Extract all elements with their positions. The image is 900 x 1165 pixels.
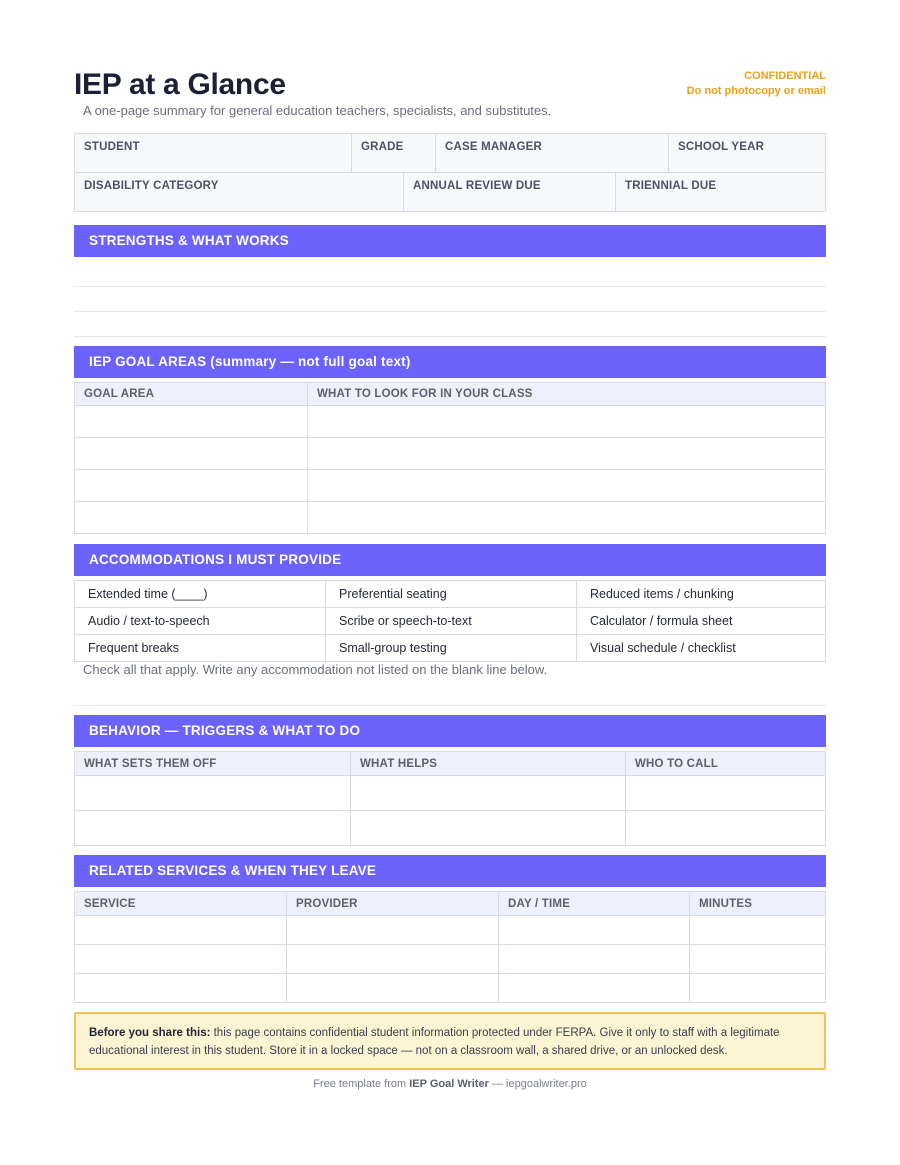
table-header-row (75, 892, 826, 916)
student-field[interactable]: STUDENT (84, 141, 140, 153)
service-header: SERVICE (75, 892, 287, 916)
services-heading: RELATED SERVICES & WHEN THEY LEAVE (74, 855, 826, 887)
accommodations-note: Check all that apply. Write any accommodation not listed on the blank line below. (83, 662, 548, 677)
look-for-header: WHAT TO LOOK FOR IN YOUR CLASS (308, 383, 826, 406)
table-cell[interactable] (75, 945, 287, 974)
goals-heading: IEP GOAL AREAS (summary — not full goal text) (74, 346, 826, 378)
table-cell[interactable] (499, 945, 690, 974)
accommodations-table (74, 580, 826, 662)
triennial-field[interactable]: TRIENNIAL DUE (615, 173, 825, 211)
case-manager-field[interactable]: CASE MANAGER (435, 134, 668, 172)
footer-brand: IEP Goal Writer (409, 1078, 489, 1090)
strengths-write-line[interactable] (74, 311, 826, 312)
confidential-note: Do not photocopy or email (686, 85, 826, 97)
goals-table (74, 382, 826, 534)
table-cell[interactable] (499, 916, 690, 945)
table-cell[interactable] (75, 406, 308, 438)
table-cell[interactable] (308, 502, 826, 534)
accommodation-item[interactable]: Calculator / formula sheet (577, 608, 826, 635)
student-info-row (75, 172, 825, 211)
table-cell[interactable] (690, 974, 826, 1003)
table-cell[interactable] (626, 776, 826, 811)
accommodation-item[interactable]: Visual schedule / checklist (577, 635, 826, 662)
accommodation-item[interactable]: Preferential seating (326, 581, 577, 608)
table-row (75, 608, 826, 635)
table-cell[interactable] (75, 776, 351, 811)
table-cell[interactable] (690, 916, 826, 945)
table-cell[interactable] (75, 974, 287, 1003)
behavior-table (74, 751, 826, 846)
behavior-heading: BEHAVIOR — TRIGGERS & WHAT TO DO (74, 715, 826, 747)
accommodation-item[interactable]: Frequent breaks (75, 635, 326, 662)
footer-prefix: Free template from (313, 1078, 410, 1090)
callout-bold: Before you share this: (89, 1027, 211, 1039)
footer-suffix: — iepgoalwriter.pro (488, 1078, 587, 1090)
table-row (75, 635, 826, 662)
accommodation-item[interactable]: Scribe or speech-to-text (326, 608, 577, 635)
callout-text: this page contains confidential student information protected under FERPA. Give it only to staff with a legitimate educational interest in this student. Store it in a locked space — not on a classroom wall, a shared drive, or an unlocked desk. (89, 1027, 780, 1057)
accommodations-heading: ACCOMMODATIONS I MUST PROVIDE (74, 544, 826, 576)
annual-review-field[interactable]: ANNUAL REVIEW DUE (403, 173, 615, 211)
table-row (75, 581, 826, 608)
strengths-write-line[interactable] (74, 336, 826, 337)
confidential-label: CONFIDENTIAL (744, 70, 826, 82)
table-row (75, 945, 826, 974)
footer (74, 1078, 826, 1090)
page-subtitle: A one-page summary for general education teachers, specialists, and substitutes. (83, 103, 552, 118)
minutes-header: MINUTES (690, 892, 826, 916)
table-row (75, 811, 826, 846)
table-cell[interactable] (499, 974, 690, 1003)
triggers-header: WHAT SETS THEM OFF (75, 752, 351, 776)
table-cell[interactable] (75, 502, 308, 534)
table-cell[interactable] (626, 811, 826, 846)
accommodation-item[interactable]: Extended time (____) (75, 581, 326, 608)
table-row (75, 974, 826, 1003)
table-cell[interactable] (75, 811, 351, 846)
disability-category-field[interactable]: DISABILITY CATEGORY (84, 180, 219, 192)
table-cell[interactable] (287, 916, 499, 945)
table-cell[interactable] (287, 945, 499, 974)
school-year-field[interactable]: SCHOOL YEAR (668, 134, 825, 172)
table-row (75, 502, 826, 534)
table-header-row (75, 383, 826, 406)
table-cell[interactable] (308, 470, 826, 502)
table-cell[interactable] (75, 470, 308, 502)
table-cell[interactable] (308, 406, 826, 438)
table-cell[interactable] (351, 811, 626, 846)
accommodation-write-line[interactable] (74, 705, 826, 706)
grade-field[interactable]: GRADE (351, 134, 435, 172)
strengths-write-line[interactable] (74, 286, 826, 287)
table-row (75, 438, 826, 470)
accommodation-item[interactable]: Reduced items / chunking (577, 581, 826, 608)
table-cell[interactable] (75, 916, 287, 945)
page-title: IEP at a Glance (74, 68, 286, 101)
confidential-notice (687, 69, 826, 99)
table-row (75, 406, 826, 438)
who-to-call-header: WHO TO CALL (626, 752, 826, 776)
table-cell[interactable] (351, 776, 626, 811)
table-cell[interactable] (308, 438, 826, 470)
ferpa-callout (74, 1012, 826, 1070)
what-helps-header: WHAT HELPS (351, 752, 626, 776)
table-header-row (75, 752, 826, 776)
goal-area-header: GOAL AREA (75, 383, 308, 406)
provider-header: PROVIDER (287, 892, 499, 916)
table-row (75, 776, 826, 811)
services-table (74, 891, 826, 1003)
accommodation-item[interactable]: Audio / text-to-speech (75, 608, 326, 635)
table-cell[interactable] (75, 438, 308, 470)
day-time-header: DAY / TIME (499, 892, 690, 916)
accommodation-item[interactable]: Small-group testing (326, 635, 577, 662)
student-info-row (75, 134, 825, 172)
student-info-box (74, 133, 826, 212)
table-cell[interactable] (690, 945, 826, 974)
table-row (75, 470, 826, 502)
table-cell[interactable] (287, 974, 499, 1003)
table-row (75, 916, 826, 945)
strengths-heading: STRENGTHS & WHAT WORKS (74, 225, 826, 257)
